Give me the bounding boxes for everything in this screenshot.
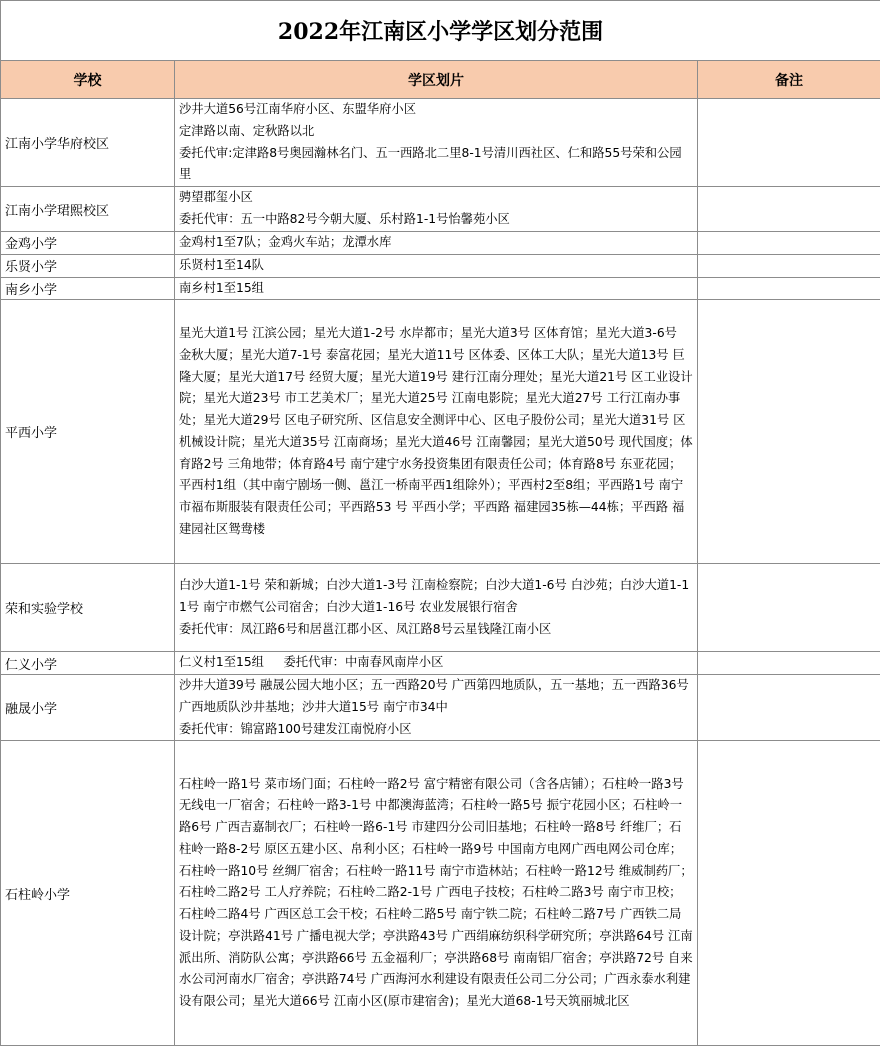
area-line: 星光大道1号 江滨公园；星光大道1-2号 水岸都市；星光大道3号 区体育馆；星光大道3-6号 金秋大厦；星光大道7-1号 泰富花园；星光大道11号 区体委、区体工大队；星光大道13号 巨隆大厦；星光大道17号 经贸大厦；星光大道19号 建行江南分理处；星光大道21号 区工业设计院；星光大道23号 市工艺美术厂；星光大道25号 江南电影院；星光大道27号 工行江南办事处；星光大道29号 区电子研究所、区信息安全测评中心、区电子股份公司；星光大道31号 区机械设计院；星光大道35号 江南商场；星光大道46号 江南馨园；星光大道50号 现代国度；体育路2号 三角地带；体育路4号 南宁建宁水务投资集团有限责任公司；体育路8号 东亚花园；平西村1组（其中南宁剧场一侧、邕江一桥南平西1组除外）；平西村2至8组；平西路1号 南宁市福布斯服装有限责任公司；平西路53 号 平西小学；平西路 福建园35栋—44栋；平西路 福建园社区鸳鸯楼 [179,326,693,536]
table-row [1,741,880,1046]
school-name: 平西小学 [1,300,175,564]
school-name: 乐贤小学 [1,254,175,277]
table-row [1,254,880,277]
area-line: 金鸡村1至7队；金鸡火车站；龙潭水库 [179,235,392,249]
remark [698,741,880,1046]
remark [698,254,880,277]
school-name: 江南小学珺熙校区 [1,187,175,232]
district-area [175,675,698,741]
table-row [1,277,880,300]
district-area [175,232,698,255]
remark [698,187,880,232]
area-line: 骋望郡玺小区 [179,190,253,205]
table-row [1,675,880,741]
table-row [1,564,880,652]
area-line: 委托代审：锦富路100号建发江南悦府小区 [179,721,412,736]
area-line: 定津路以南、定秋路以北 [179,123,315,138]
area-line: 委托代审:定津路8号奥园瀚林名门、五一西路北二里8-1号清川西社区、仁和路55号荣和公园里 [179,145,682,182]
remark [698,232,880,255]
area-line: 乐贤村1至14队 [179,257,264,272]
area-line: 委托代审：凤江路6号和居邕江郡小区、凤江路8号云星钱隆江南小区 [179,621,552,636]
district-area [175,99,698,187]
remark [698,300,880,564]
area-line: 沙井大道39号 融晟公园大地小区；五一西路20号 广西第四地质队，五一基地；五一西路36号 广西地质队沙井基地；沙井大道15号 南宁市34中 [179,678,693,714]
district-area [175,741,698,1046]
table-row [1,652,880,675]
district-area [175,564,698,652]
table-row [1,232,880,255]
header-area: 学区划片 [175,61,698,99]
area-line: 石柱岭一路1号 菜市场门面；石柱岭一路2号 富宁精密有限公司（含各店铺）；石柱岭一路3号 无线电一厂宿舍；石柱岭一路3-1号 中都澳海蓝湾；石柱岭一路5号 振宁花园小区；石柱岭一路6号 广西吉嘉制衣厂；石柱岭一路6-1号 市建四分公司旧基地；石柱岭一路8号 纤维厂；石柱岭一路8-2号 原区五建小区、帛利小区；石柱岭一路9号 中国南方电网广西电网公司仓库；石柱岭一路10号 丝绸厂宿舍；石柱岭一路11号 南宁市造林站；石柱岭一路12号 维威制药厂；石柱岭二路2号 工人疗养院；石柱岭二路2-1号 广西电子技校；石柱岭二路3号 南宁市卫校；石柱岭二路4号 广西区总工会干校；石柱岭二路5号 南宁铁二院；石柱岭二路7号 广西铁二局设计院；亭洪路41号 广播电视大学；亭洪路43号 广西绢麻纺织科学研究所；亭洪路64号 江南派出所、消防队公寓；亭洪路66号 五金福利厂；亭洪路68号 南南铝厂宿舍；亭洪路72号 自来水公司河南水厂宿舍；亭洪路74号 广西海河水利建设有限责任公司二分公司；广西永泰水利建设有限公司；星光大道66号 江南小区(原市建宿舍)；星光大道68-1号天筑丽城北区 [179,776,693,1009]
remark [698,652,880,675]
area-line: 委托代审：五一中路82号今朝大厦、乐村路1-1号怡馨苑小区 [179,212,510,226]
district-area [175,300,698,564]
district-area [175,254,698,277]
district-area [175,187,698,232]
remark [698,99,880,187]
header-note: 备注 [698,61,880,99]
school-name: 江南小学华府校区 [1,99,175,187]
school-name: 石柱岭小学 [1,741,175,1046]
page-title: 2022年江南区小学学区划分范围 [1,1,880,61]
school-name: 融晟小学 [1,675,175,741]
table-row [1,187,880,232]
table-row [1,99,880,187]
area-line: 仁义村1至15组 委托代审：中南春风南岸小区 [179,655,444,670]
area-line: 白沙大道1-1号 荣和新城；白沙大道1-3号 江南检察院；白沙大道1-6号 白沙苑；白沙大道1-11号 南宁市燃气公司宿舍；白沙大道1-16号 农业发展银行宿舍 [179,578,690,614]
school-name: 仁义小学 [1,652,175,675]
school-name: 荣和实验学校 [1,564,175,652]
table-row [1,300,880,564]
remark [698,675,880,741]
header-school: 学校 [1,61,175,99]
remark [698,564,880,652]
remark [698,277,880,300]
district-area [175,652,698,675]
school-name: 金鸡小学 [1,232,175,255]
area-line: 沙井大道56号江南华府小区、东盟华府小区 [179,102,416,116]
area-line: 南乡村1至15组 [179,280,264,295]
district-area [175,277,698,300]
school-name: 南乡小学 [1,277,175,300]
